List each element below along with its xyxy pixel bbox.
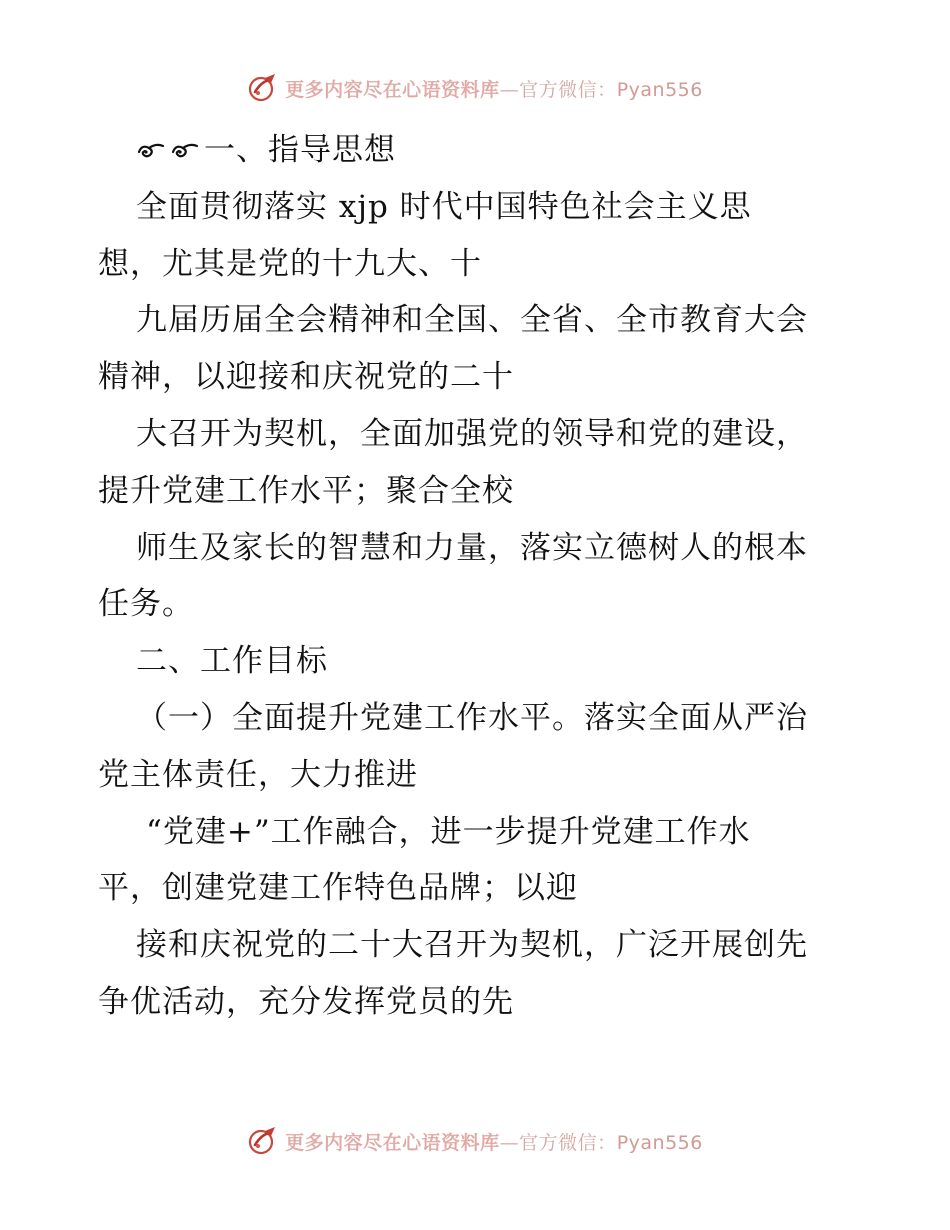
watermark-dash: — [499,78,520,101]
heading-text: 一、指导思想 [204,132,396,168]
watermark-id-text: Pyan556 [616,78,703,101]
paragraph-line: 党主体责任，大力推进 [98,756,418,793]
paragraph-line: 师生及家长的智慧和力量，落实立德树人的根本 [136,529,808,566]
document-body [98,122,858,1031]
paragraph-line: （一）全面提升党建工作水平。落实全面从严治 [136,699,808,736]
watermark-header [0,72,950,104]
watermark-main-text: 更多内容尽在心语资料库 [285,78,500,101]
paragraph-line: 提升党建工作水平；聚合全校 [98,472,514,509]
paragraph-line: 任务。 [98,586,194,623]
paragraph-line: 九届历届全会精神和全国、全省、全市教育大会 [136,302,808,339]
paragraph-line: 平，创建党建工作特色品牌；以迎 [98,870,578,907]
watermark-id-text: Pyan556 [616,1131,703,1154]
watermark-main-text: 更多内容尽在心语资料库 [285,1131,500,1154]
section-heading-2: 二、工作目标 [136,643,328,680]
watermark-sub-text: 官方微信： [519,78,617,101]
paragraph-line: 争优活动，充分发挥党员的先 [98,983,514,1020]
paragraph-line: 想，尤其是党的十九大、十 [98,245,482,282]
pen-seal-logo-icon [247,1125,279,1157]
paragraph-line: 精神，以迎接和庆祝党的二十 [98,359,514,396]
paragraph-line: “党建+”工作融合，进一步提升党建工作水 [146,813,751,850]
fleuron-icon [170,140,200,160]
paragraph-line: 全面贯彻落实 xjp 时代中国特色社会主义思 [136,188,752,225]
watermark-sub-text: 官方微信： [519,1131,617,1154]
paragraph-line: 接和庆祝党的二十大召开为契机，广泛开展创先 [136,927,808,964]
paragraph-line: 大召开为契机，全面加强党的领导和党的建设， [136,415,808,452]
fleuron-icon [136,140,166,160]
watermark-dash: — [499,1131,520,1154]
pen-seal-logo-icon [247,72,279,104]
watermark-footer [0,1125,950,1157]
section-heading-1 [98,122,858,179]
